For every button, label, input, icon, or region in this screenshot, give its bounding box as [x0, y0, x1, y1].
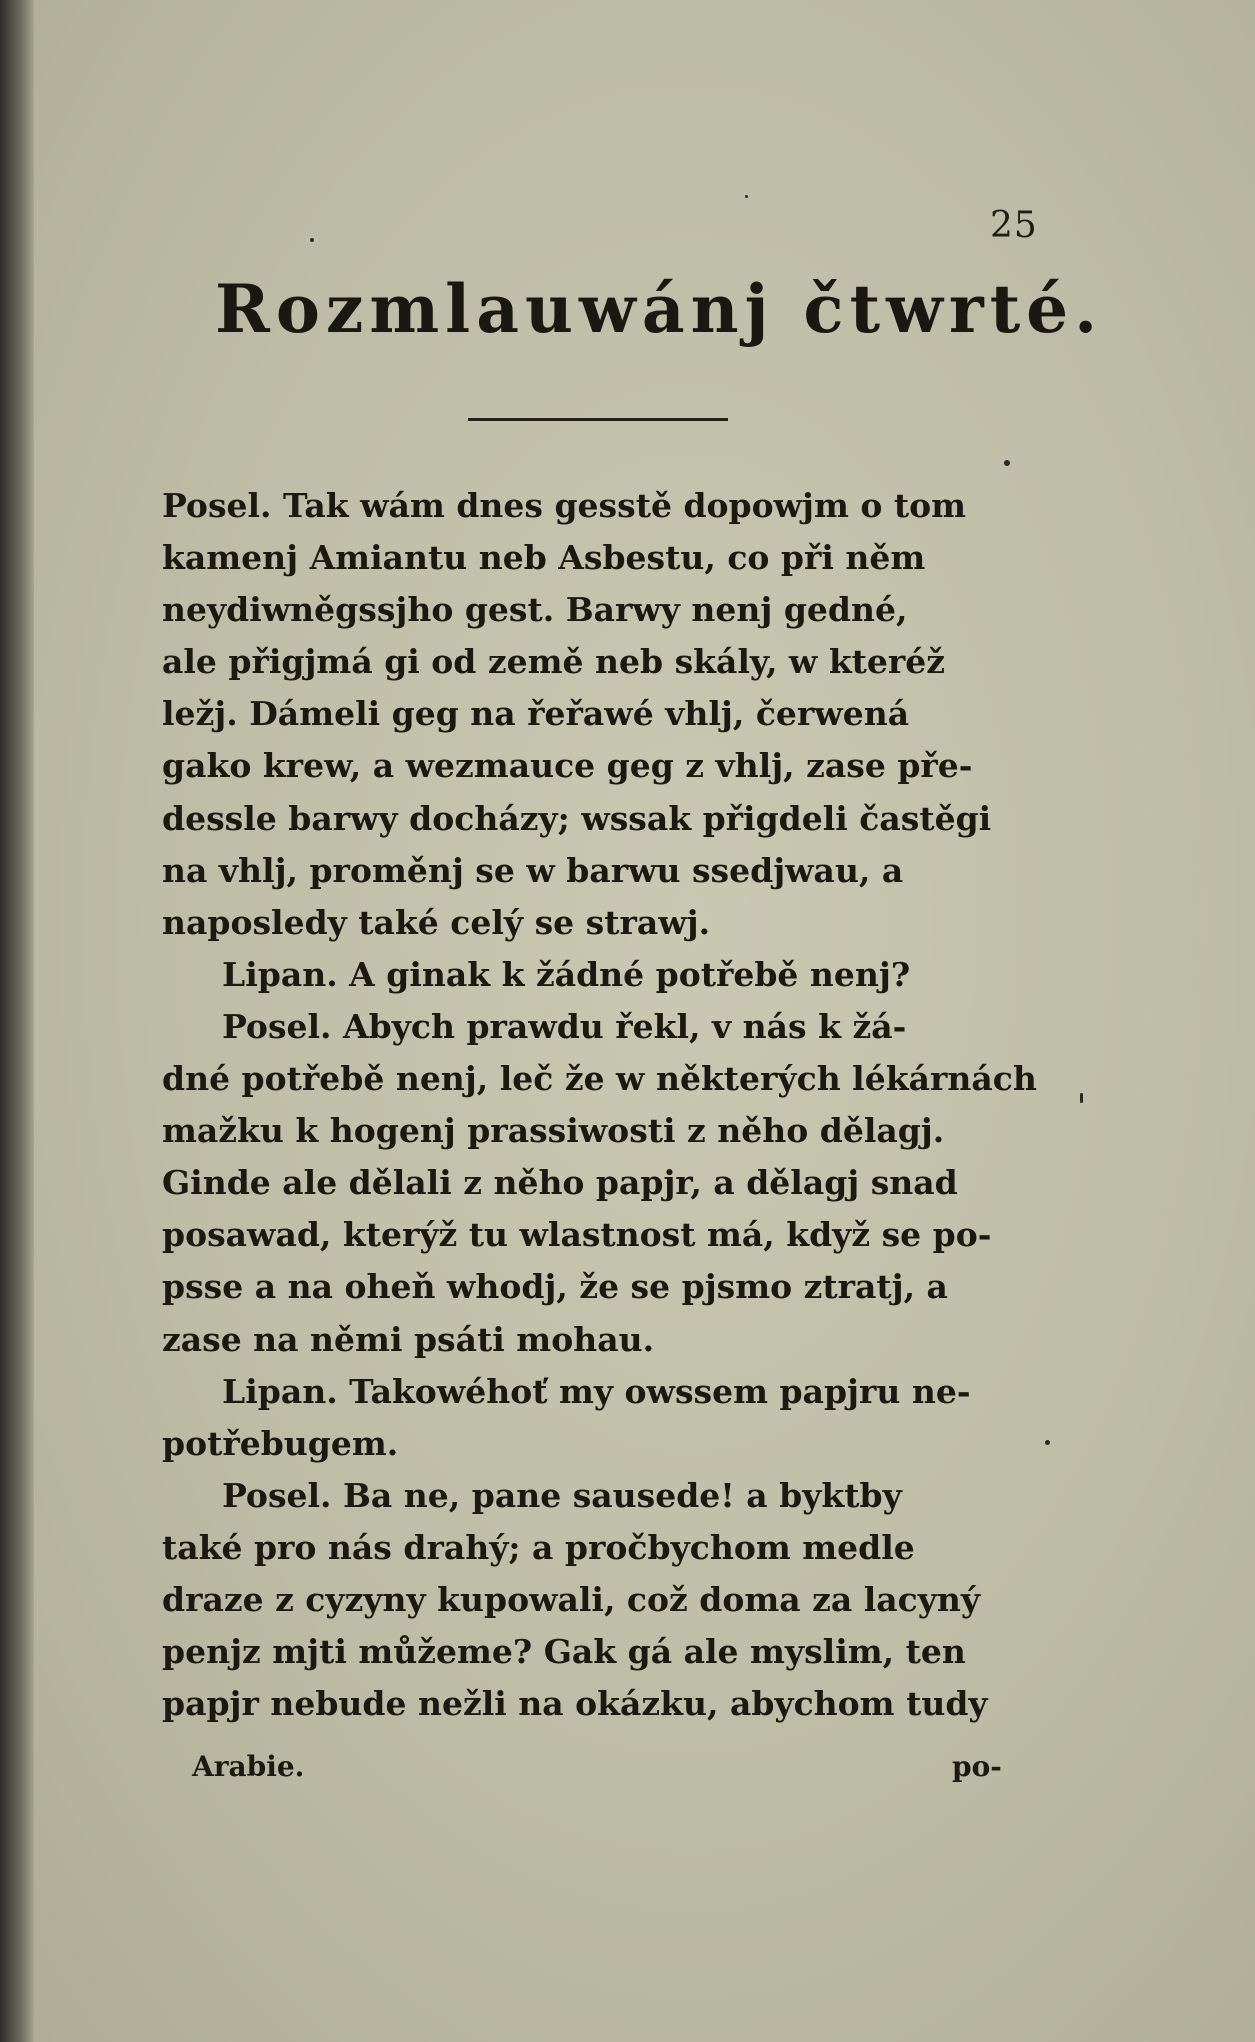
text-line: Lipan. Takowéhoť my owssem papjru ne- — [222, 1371, 971, 1411]
text-line: Posel. Ba ne, pane sausede! a byktby — [222, 1475, 902, 1515]
text-line: dné potřebě nenj, leč že w některých lékárnách — [162, 1059, 1037, 1099]
text-line: papjr nebude nežli na okázku, abychom tudy — [162, 1684, 988, 1724]
signature-mark: Arabie. — [192, 1750, 305, 1783]
ink-speck — [310, 238, 314, 242]
catchword: po- — [952, 1750, 1002, 1783]
ink-speck — [1004, 460, 1010, 466]
text-line: naposledy také celý se strawj. — [162, 902, 711, 942]
text-line: Lipan. A ginak k žádné potřebě nenj? — [222, 954, 911, 994]
text-line: posawad, kterýž tu wlastnost má, když se po- — [162, 1215, 992, 1255]
text-line: kamenj Amiantu neb Asbestu, co při něm — [162, 538, 926, 578]
page-gutter-shadow — [0, 0, 34, 2042]
text-line: draze z cyzyny kupowali, což doma za lacyný — [162, 1579, 981, 1619]
text-line: Ginde ale dělali z něho papjr, a dělagj snad — [162, 1163, 958, 1203]
text-line: potřebugem. — [162, 1423, 399, 1463]
text-line: gako krew, a wezmauce geg z vhlj, zase pře- — [162, 746, 973, 786]
title-divider — [468, 418, 728, 421]
page-number: 25 — [990, 205, 1038, 246]
body-text — [162, 480, 1062, 1730]
text-line: také pro nás drahý; a pročbychom medle — [162, 1527, 915, 1567]
ink-speck — [745, 195, 748, 198]
text-line: Posel. Tak wám dnes gesstě dopowjm o tom — [162, 486, 967, 525]
chapter-title: Rozmlauwánj čtwrté. — [215, 270, 1104, 348]
text-line: dessle barwy docházy; wssak přigdeli častěgi — [162, 798, 992, 838]
ink-speck — [1080, 1093, 1083, 1103]
text-line: mažku k hogenj prassiwosti z něho dělagj. — [162, 1111, 945, 1151]
text-line: na vhlj, proměnj se w barwu ssedjwau, a — [162, 850, 904, 890]
text-line: ale přigjmá gi od země neb skály, w kteréž — [162, 642, 946, 682]
text-line: penjz mjti můžeme? Gak gá ale myslim, ten — [162, 1632, 966, 1672]
text-line: Posel. Abych prawdu řekl, v nás k žá- — [222, 1006, 907, 1046]
text-line: zase na němi psáti mohau. — [162, 1319, 655, 1359]
text-line: ležj. Dámeli geg na řeřawé vhlj, čerwená — [162, 694, 910, 734]
text-line: psse a na oheň whodj, že se pjsmo ztratj, a — [162, 1267, 948, 1307]
ink-speck — [1045, 1440, 1050, 1445]
text-line: neydiwněgssjho gest. Barwy nenj gedné, — [162, 590, 908, 630]
